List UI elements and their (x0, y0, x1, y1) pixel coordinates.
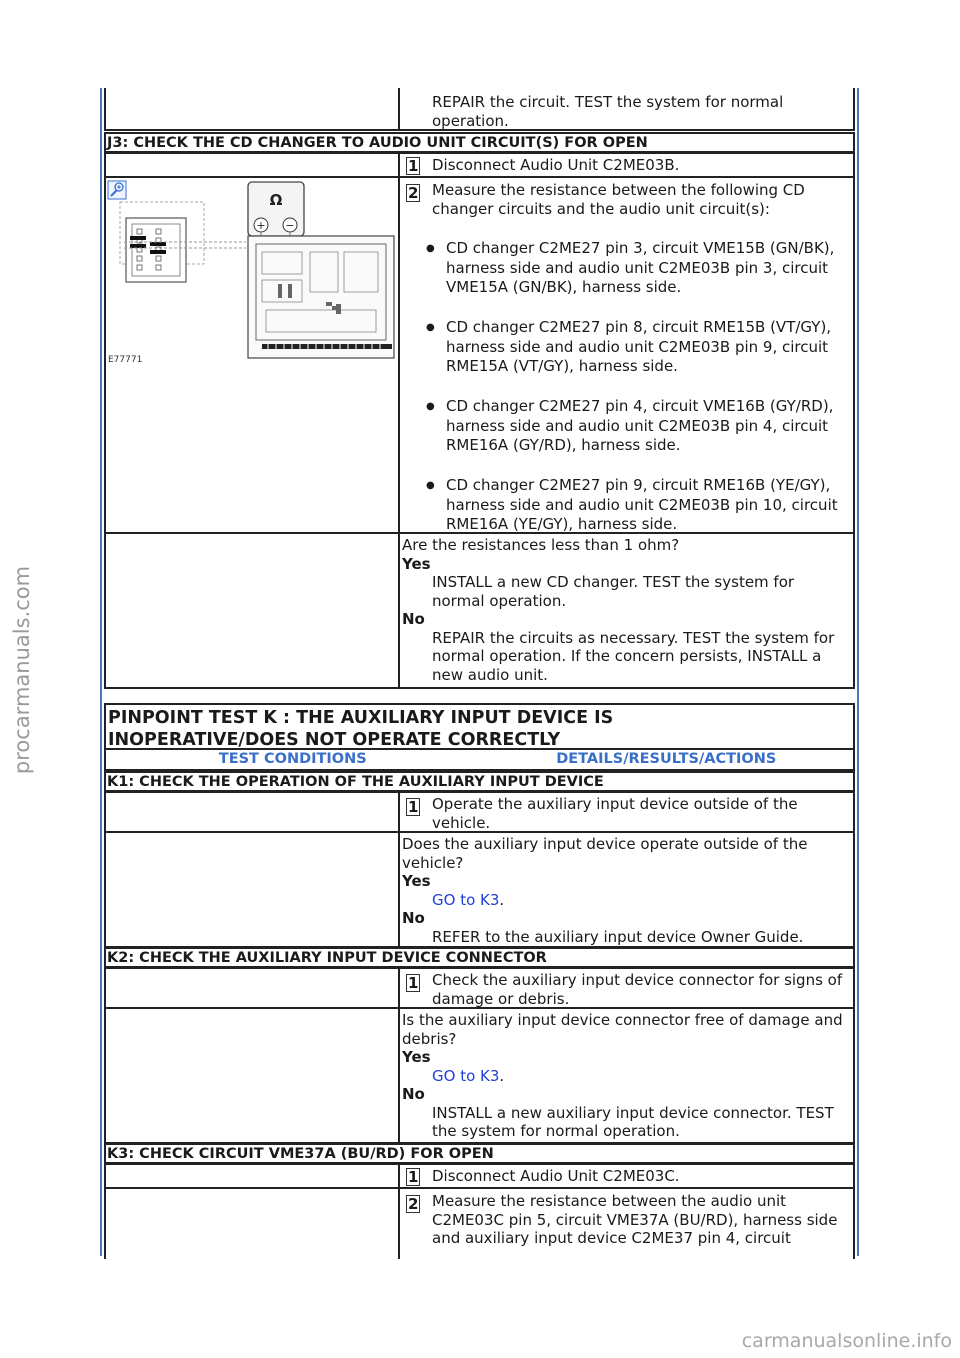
k1-results: Does the auxiliary input device operate outside of the vehicle? Yes GO to K3. No REFER to the auxiliary input device Owner Guide. (402, 835, 851, 946)
j3-header: J3: CHECK THE CD CHANGER TO AUDIO UNIT CIRCUIT(S) FOR OPEN (104, 132, 855, 153)
prev-step-text: REPAIR the circuit. TEST the system for normal operation. (432, 93, 784, 130)
step-number: 1 (408, 974, 419, 992)
j3-bullet-2: ● CD changer C2ME27 pin 8, circuit RME15B (VT/GY), harness side and audio unit C2ME03B pin 9, circuit RME15A (VT/GY), harness side. (422, 318, 851, 377)
k1-result-row (104, 831, 855, 948)
j3-step1-row (104, 152, 855, 178)
k1-step1-row (104, 791, 855, 833)
j3-no-text: REPAIR the circuits as necessary. TEST the system for normal operation. If the concern persists, INSTALL a new audio unit. (432, 628, 835, 684)
yes-label: Yes (402, 872, 431, 890)
step-number: 1 (408, 157, 419, 175)
test-conditions-heading: TEST CONDITIONS (218, 751, 367, 767)
j3-yes-text: INSTALL a new CD changer. TEST the system for normal operation. (432, 573, 795, 610)
j3-question: Are the resistances less than 1 ohm? (402, 536, 680, 554)
zoom-icon (108, 181, 126, 199)
k2-step1-text: Check the auxiliary input device connector for signs of damage or debris. (432, 971, 843, 1008)
go-to-k3-link[interactable]: GO to K3 (432, 1066, 500, 1085)
no-label: No (402, 909, 425, 927)
k3-step1-text: Disconnect Audio Unit C2ME03C. (432, 1167, 680, 1185)
no-label: No (402, 610, 425, 628)
step-number: 1 (408, 798, 419, 816)
yes-label: Yes (402, 554, 431, 573)
step-number: 2 (408, 184, 419, 202)
k3-header: K3: CHECK CIRCUIT VME37A (BU/RD) FOR OPEN (104, 1143, 855, 1164)
side-watermark (2, 520, 42, 820)
prev-step-block (104, 88, 855, 131)
k2-result-row (104, 1007, 855, 1144)
svg-text:−: − (285, 219, 295, 232)
left-margin-rule (100, 88, 102, 1256)
k3-step2-row (104, 1187, 855, 1259)
title-line-1: PINPOINT TEST K : THE AUXILIARY INPUT DEVICE IS (108, 708, 614, 728)
details-heading: DETAILS/RESULTS/ACTIONS (556, 751, 777, 767)
k1-no-text: REFER to the auxiliary input device Owner Guide. (432, 927, 804, 946)
k2-question: Is the auxiliary input device connector free of damage and debris? (402, 1011, 843, 1048)
j3-bullet-3: ● CD changer C2ME27 pin 4, circuit VME16B (GY/RD), harness side and audio unit C2ME03B pin 4, circuit RME16A (GY/RD), harness side. (422, 397, 851, 456)
condition-cell (106, 88, 400, 129)
title-line-2: INOPERATIVE/DOES NOT OPERATE CORRECTLY (108, 730, 561, 750)
side-watermark-text: procarmanuals.com (10, 565, 34, 775)
k1-question: Does the auxiliary input device operate outside of the vehicle? (402, 835, 808, 872)
pinpoint-test-title (104, 703, 855, 750)
k3-step1-row (104, 1163, 855, 1189)
right-margin-rule (857, 88, 859, 1256)
footer-watermark: carmanualsonline.info (741, 1330, 952, 1352)
yes-label: Yes (402, 1048, 431, 1066)
j3-bullet-4: ● CD changer C2ME27 pin 9, circuit RME16B (YE/GY), harness side and audio unit C2ME03B pin 10, circuit RME16A (YE/GY), harness side. (422, 476, 851, 535)
connector-diagram (106, 178, 398, 534)
j3-step1-text: Disconnect Audio Unit C2ME03B. (432, 156, 680, 174)
step-number: 1 (408, 1168, 419, 1186)
no-label: No (402, 1085, 425, 1103)
k2-step1-row (104, 967, 855, 1009)
column-headings (104, 748, 855, 771)
j3-results (402, 536, 851, 684)
k1-step1-text: Operate the auxiliary input device outside of the vehicle. (432, 795, 798, 832)
j3-figure-cell (106, 178, 400, 532)
ohm-symbol: Ω (269, 191, 283, 209)
step-number: 2 (408, 1195, 419, 1213)
j3-bullet-1: ● CD changer C2ME27 pin 3, circuit VME15B (GN/BK), harness side and audio unit C2ME03B pin 3, circuit VME15A (GN/BK), harness side. (422, 239, 851, 298)
k2-header: K2: CHECK THE AUXILIARY INPUT DEVICE CONNECTOR (104, 947, 855, 968)
figure-label: E77771 (108, 355, 143, 365)
k1-header: K1: CHECK THE OPERATION OF THE AUXILIARY INPUT DEVICE (104, 771, 855, 792)
k2-no-text: INSTALL a new auxiliary input device connector. TEST the system for normal operation. (432, 1103, 834, 1140)
k3-step2-text: Measure the resistance between the audio unit C2ME03C pin 5, circuit VME37A (BU/RD), harness side and auxiliary input device C2ME37 pin 4, circuit (432, 1192, 838, 1247)
k2-results: Is the auxiliary input device connector free of damage and debris? Yes GO to K3. No INSTALL a new auxiliary input device connector. TEST the system for normal operation. (402, 1011, 851, 1141)
j3-step2-row (104, 176, 855, 534)
svg-text:+: + (256, 219, 266, 232)
go-to-k3-link[interactable]: GO to K3 (432, 890, 500, 909)
j3-step2-text: Measure the resistance between the following CD changer circuits and the audio unit circuit(s): (432, 181, 805, 218)
j3-result-row (104, 532, 855, 689)
